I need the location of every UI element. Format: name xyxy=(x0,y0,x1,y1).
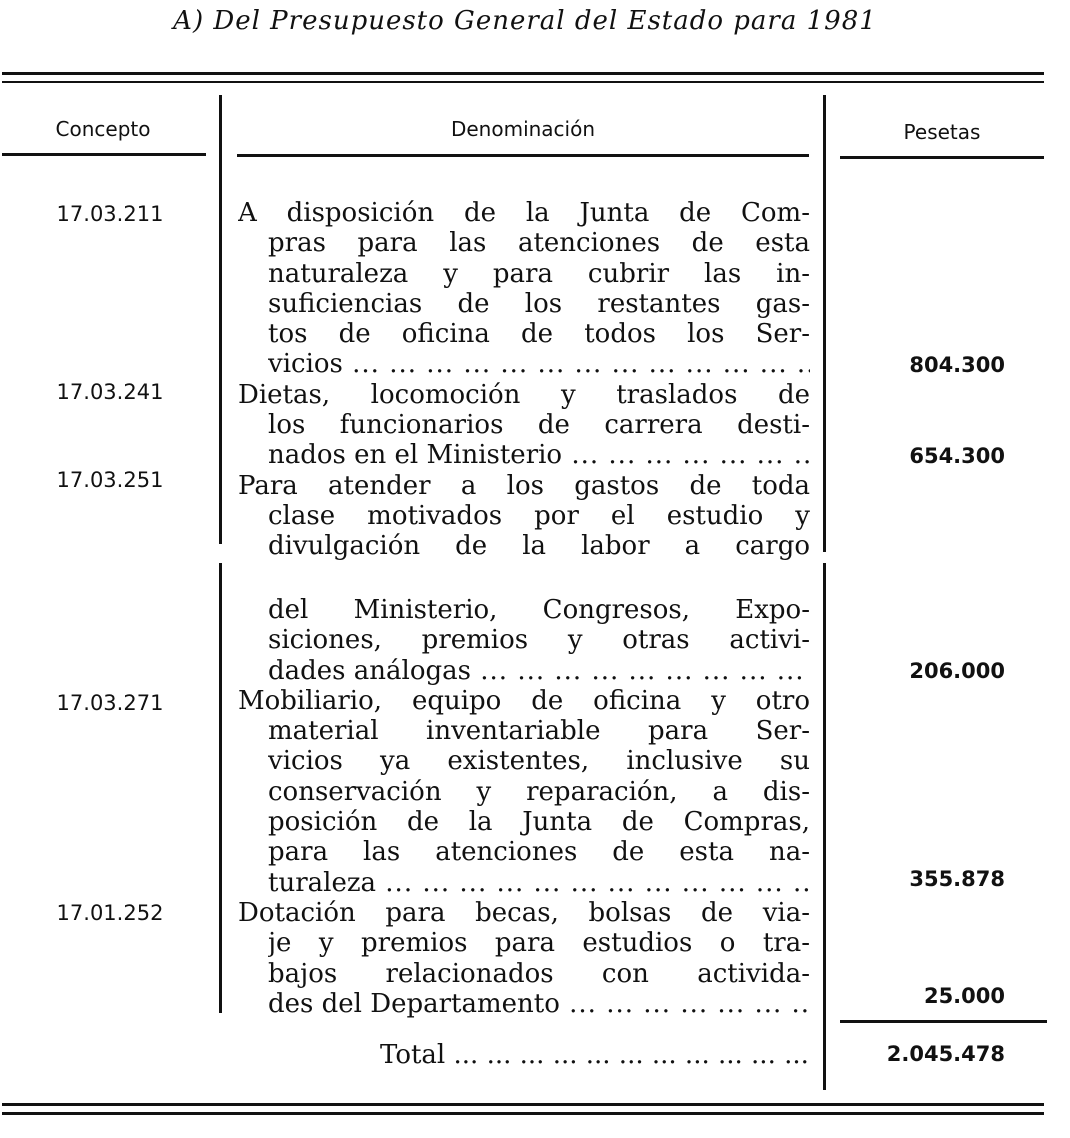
amount-value: 804.300 xyxy=(909,353,1005,377)
desc-line: Mobiliario, equipo de oficina y otro xyxy=(238,685,810,716)
desc-line: bajos relacionados con activida- xyxy=(268,958,810,989)
desc-line: turaleza ... . xyxy=(268,868,810,898)
total-rule xyxy=(840,1020,1047,1023)
concept-code: 17.03.241 xyxy=(56,380,164,404)
desc-line: des del Departamento ... . xyxy=(268,989,810,1019)
column-divider xyxy=(823,95,826,552)
amount-value: 206.000 xyxy=(909,659,1005,683)
desc-line: vicios ... . xyxy=(268,349,810,379)
header-denominacion: Denominación xyxy=(450,117,596,141)
description-block xyxy=(238,198,810,562)
desc-line: Dotación para becas, bolsas de via- xyxy=(238,897,810,928)
header-underline xyxy=(2,153,206,156)
column-divider xyxy=(219,563,222,1013)
bottom-rule xyxy=(2,1103,1044,1106)
header-concepto: Concepto xyxy=(55,117,151,141)
document-title: A) Del Presupuesto General del Estado para 1981 xyxy=(173,6,877,36)
desc-line: Dietas, locomoción y traslados de xyxy=(238,379,810,410)
desc-line: divulgación de la labor a cargo xyxy=(268,531,810,562)
desc-line: suficiencias de los restantes gas- xyxy=(268,288,810,319)
desc-line: clase motivados por el estudio y xyxy=(268,500,810,531)
desc-line: vicios ya existentes, inclusive su xyxy=(268,746,810,777)
desc-line: para las atenciones de esta na- xyxy=(268,837,810,868)
desc-line: je y premios para estudios o tra- xyxy=(268,928,810,959)
desc-line: conservación y reparación, a dis- xyxy=(268,776,810,807)
desc-line: nados en el Ministerio ... . xyxy=(268,440,810,470)
desc-line: siciones, premios y otras activi- xyxy=(268,625,810,656)
concept-code: 17.03.211 xyxy=(56,202,164,226)
top-rule xyxy=(2,72,1044,75)
amount-value: 355.878 xyxy=(909,867,1005,891)
top-rule xyxy=(2,81,1044,83)
desc-line: posición de la Junta de Compras, xyxy=(268,807,810,838)
amount-value: 25.000 xyxy=(923,984,1005,1008)
total-amount: 2.045.478 xyxy=(886,1042,1005,1066)
desc-line: del Ministerio, Congresos, Expo- xyxy=(268,595,810,625)
column-divider xyxy=(219,95,222,544)
desc-line: naturaleza y para cubrir las in- xyxy=(268,258,810,289)
concept-code: 17.03.251 xyxy=(56,468,164,492)
concept-code: 17.01.252 xyxy=(56,901,164,925)
desc-line: material inventariable para Ser- xyxy=(268,716,810,747)
total-label: Total ... . xyxy=(380,1038,810,1072)
column-divider xyxy=(823,563,826,1090)
desc-line: A disposición de la Junta de Com- xyxy=(238,198,810,228)
header-pesetas: Pesetas xyxy=(903,120,981,144)
header-underline xyxy=(237,154,809,157)
amount-value: 654.300 xyxy=(909,444,1005,468)
desc-line: pras para las atenciones de esta xyxy=(268,228,810,259)
desc-line: Para atender a los gastos de toda xyxy=(238,470,810,501)
bottom-rule xyxy=(2,1112,1044,1115)
concept-code: 17.03.271 xyxy=(56,691,164,715)
header-underline xyxy=(840,156,1044,159)
desc-line: dades análogas ... . xyxy=(268,656,810,686)
desc-line: los funcionarios de carrera desti- xyxy=(268,410,810,441)
description-block xyxy=(238,595,810,1019)
desc-line: tos de oficina de todos los Ser- xyxy=(268,319,810,350)
